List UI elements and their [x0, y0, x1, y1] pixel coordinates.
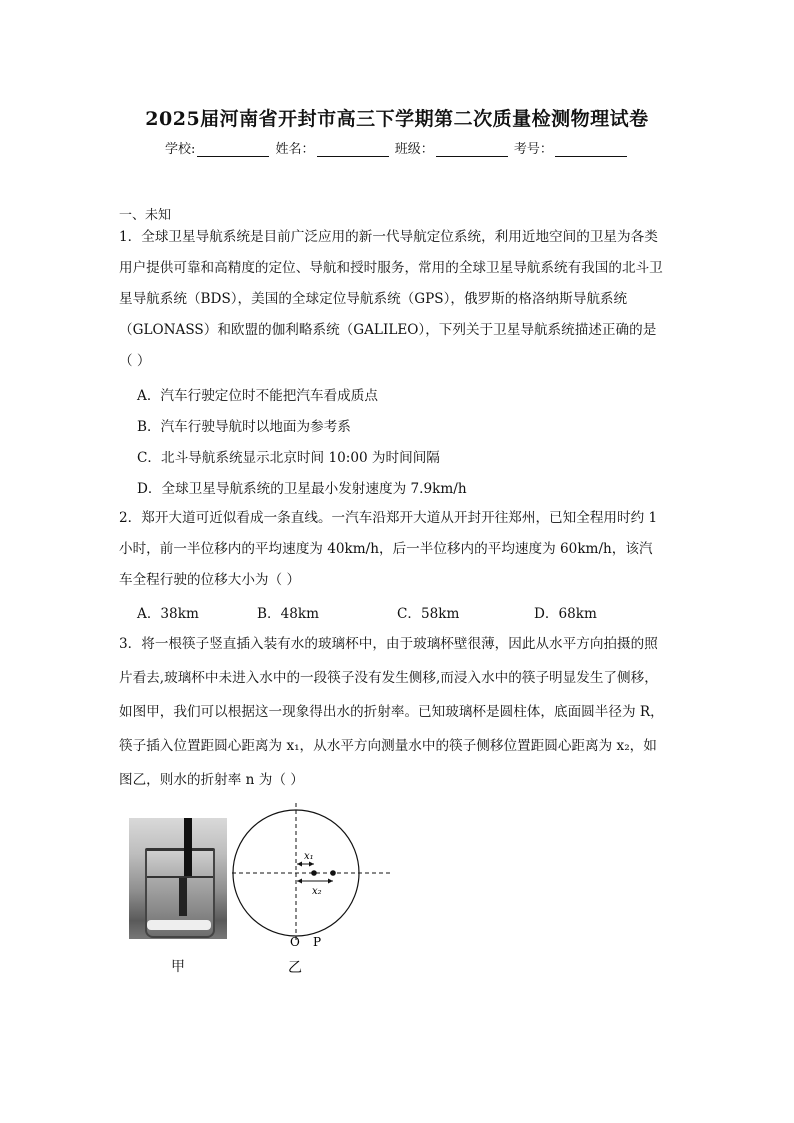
- q2-line: 车全程行驶的位移大小为（ ）: [119, 572, 301, 588]
- q1-line: （GLONASS）和欧盟的伽利略系统（GALILEO），下列关于卫星导航系统描述正确的是: [119, 322, 657, 338]
- chopstick-upper: [184, 818, 192, 876]
- q1-option-d[interactable]: D．全球卫星导航系统的卫星最小发射速度为 7.9km/h: [137, 481, 467, 497]
- school-blank[interactable]: [197, 142, 269, 157]
- q1-line: 用户提供可靠和高精度的定位、导航和授时服务，常用的全球卫星导航系统有我国的北斗卫: [119, 260, 663, 276]
- class-label: 班级：: [394, 142, 434, 157]
- question-2: [119, 503, 679, 596]
- section-heading: 一、未知: [119, 208, 172, 223]
- q2-line: 2．郑开大道可近似看成一条直线。一汽车沿郑开大道从开封开往郑州，已知全程用时约 1: [119, 510, 658, 526]
- q1-option-c[interactable]: C．北斗导航系统显示北京时间 10:00 为时间间隔: [137, 450, 440, 466]
- diagram-caption: 乙: [288, 960, 302, 975]
- label-x1: x₁: [304, 851, 314, 862]
- student-info-line: [165, 138, 629, 157]
- q3-line: 如图甲，我们可以根据这一现象得出水的折射率。已知玻璃杯是圆柱体，底面圆半径为 R，: [119, 704, 664, 720]
- q1-line: 星导航系统（BDS），美国的全球定位导航系统（GPS），俄罗斯的格洛纳斯导航系统: [119, 291, 628, 307]
- exam-no-label: 考号：: [513, 142, 553, 157]
- water-surface: [147, 876, 213, 878]
- school-label: 学校:: [165, 142, 196, 157]
- page-title: 2025届河南省开封市高三下学期第二次质量检测物理试卷: [145, 108, 649, 130]
- q3-line: 图乙，则水的折射率 n 为（ ）: [119, 772, 304, 788]
- q3-line: 3．将一根筷子竖直插入装有水的玻璃杯中，由于玻璃杯壁很薄，因此从水平方向拍摄的照: [119, 636, 658, 652]
- point-x2: [330, 870, 336, 876]
- class-blank[interactable]: [436, 142, 508, 157]
- q2-line: 小时，前一半位移内的平均速度为 40km/h，后一半位移内的平均速度为 60km/h，该汽: [119, 541, 653, 557]
- glass-base: [147, 920, 211, 930]
- label-x2: x₂: [312, 886, 322, 897]
- q2-option-b[interactable]: B．48km: [257, 606, 320, 622]
- q3-line: 筷子插入位置距圆心距离为 x₁，从水平方向测量水中的筷子侧移位置距圆心距离为 x₂，如: [119, 738, 657, 754]
- q2-option-d[interactable]: D．68km: [534, 606, 597, 622]
- question-1: [119, 222, 679, 377]
- q1-line: 1．全球卫星导航系统是目前广泛应用的新一代导航定位系统，利用近地空间的卫星为各类: [119, 229, 658, 245]
- q2-option-a[interactable]: A．38km: [137, 606, 199, 622]
- q1-option-b[interactable]: B．汽车行驶导航时以地面为参考系: [137, 419, 351, 435]
- q3-line: 片看去,玻璃杯中未进入水中的一段筷子没有发生侧移,而浸入水中的筷子明显发生了侧移，: [119, 670, 658, 686]
- point-x1: [311, 870, 317, 876]
- name-label: 姓名：: [275, 142, 315, 157]
- exam-no-blank[interactable]: [555, 142, 627, 157]
- label-p: P: [313, 935, 322, 949]
- chopstick-lower: [179, 876, 187, 916]
- glass-photo: [129, 818, 227, 939]
- name-blank[interactable]: [317, 142, 389, 157]
- q2-option-c[interactable]: C．58km: [397, 606, 460, 622]
- circle-diagram: [230, 795, 400, 975]
- q1-option-a[interactable]: A．汽车行驶定位时不能把汽车看成质点: [137, 388, 378, 404]
- label-o: O: [290, 935, 300, 949]
- question-3: [119, 627, 679, 797]
- q1-line: （ ）: [119, 353, 151, 369]
- photo-caption: 甲: [171, 959, 185, 975]
